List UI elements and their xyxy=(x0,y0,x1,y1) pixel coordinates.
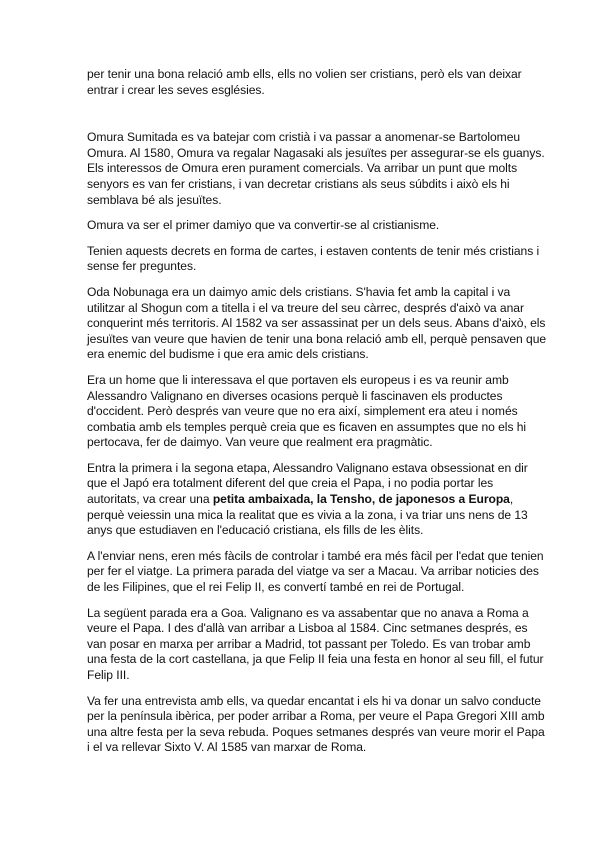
paragraph-2: Omura Sumitada es va batejar com cristià i va passar a anomenar-se Bartolomeu Omura. Al 1580, Omura va regalar Nagasaki als jesuïtes per assegurar-se els guanys. Els interessos de Omura eren purament comercials. Va arribar un punt que molts senyors es van fer cristians, i van decretar cristians als seus súbdits i això els hi semblava bé als jesuïtes. xyxy=(87,130,545,207)
paragraph-7-text-before: Entra la primera i la segona etapa, Alessandro Valignano estava obsessionat en dir que el Japó era totalment diferent del que creia el Papa, i no podia portar les autoritats, va crear una xyxy=(87,460,528,507)
paragraph-7 xyxy=(87,461,549,539)
paragraph-1: per tenir una bona relació amb ells, ells no volien ser cristians, però els van deixar entrar i crear les seves esglésies. xyxy=(87,67,522,97)
paragraph-8: A l'enviar nens, eren més fàcils de controlar i també era més fàcil per l'edat que tenien per fer el viatge. La primera parada del viatge va ser a Macau. Va arribar noticies des de les Filipines, que el rei Felip II, es convertí també en rei de Portugal. xyxy=(87,548,544,595)
paragraph-10: Va fer una entrevista amb ells, va quedar encantat i els hi va donar un salvo conducte per la península ibèrica, per poder arribar a Roma, per veure el Papa Gregori XIII amb una altre festa per la seva rebuda. Poques setmanes després van veure morir el Papa i el va rellevar Sixto V. Al 1585 van marxar de Roma. xyxy=(87,693,545,755)
paragraph-7-bold-phrase: petita ambaixada, la Tensho, de japonesos a Europa xyxy=(212,492,510,507)
paragraph-3: Omura va ser el primer damiyo que va convertir-se al cristianisme. xyxy=(87,218,440,233)
paragraph-4: Tenien aquests decrets en forma de cartes, i estaven contents de tenir més cristians i sense fer preguntes. xyxy=(87,243,540,274)
paragraph-6: Era un home que li interessava el que portaven els europeus i es va reunir amb Alessandro Valignano en diverses ocasions perquè li fascinaven els productes d'occident. Però després van veure que no era així, simplement era ateu i només combatia amb els temples perquè creia que es ficaven en assumptes que no els hi pertocava, fer de daimyo. Van veure que realment era pragmàtic. xyxy=(87,372,527,450)
paragraph-5: Oda Nobunaga era un daimyo amic dels cristians. S'havia fet amb la capital i va utilitzar al Shogun com a titella i el va treure del seu càrrec, després d'això va anar conquerint més territoris. Al 1582 va ser assassinat per un dels seus. Abans d'això, els jesuïtes van veure que havien de tenir una bona relació amb ell, perquè pensaven que era enemic del budisme i que era amic dels cristians. xyxy=(87,284,547,362)
paragraph-9: La següent parada era a Goa. Valignano es va assabentar que no anava a Roma a veure el Papa. I des d'allà van arribar a Lisboa al 1584. Cinc setmanes després, es van posar en marxa per arribar a Madrid, tot passant per Toledo. Es van trobar amb una festa de la cort castellana, ja que Felip II feia una festa en honor al seu fill, el futur Felip III. xyxy=(87,605,544,682)
paragraph-7-text-after: , perquè veiessin una mica la realitat que es vivia a la zona, i va triar uns nens de 13 anys que estudiaven en l'educació cristiana, els fills de les èlits. xyxy=(87,492,528,538)
